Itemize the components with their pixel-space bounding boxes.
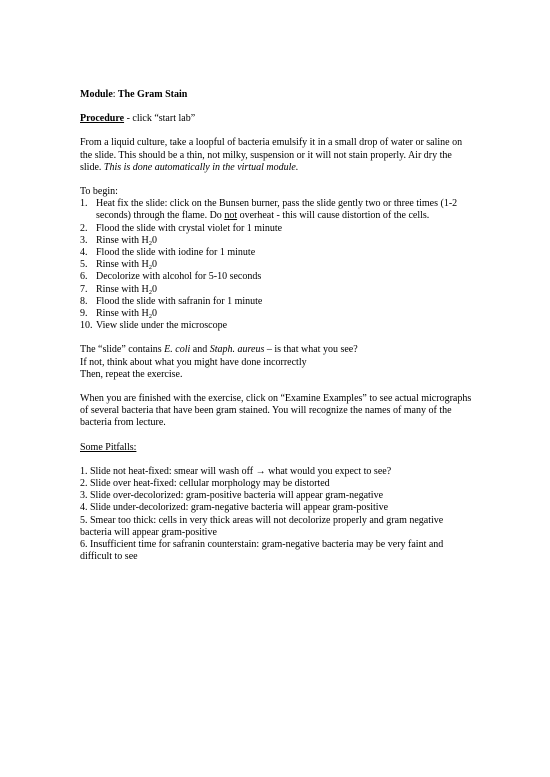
pitfall-item: 4. Slide under-decolorized: gram-negative bacteria will appear gram-positive — [80, 502, 389, 514]
step-text: 0 — [152, 308, 158, 320]
subscript: 2 — [148, 264, 153, 272]
slide-note-line-2: If not, think about what you might have done incorrectly — [80, 356, 307, 368]
step-1 — [80, 198, 472, 222]
subscript: 2 — [148, 313, 153, 321]
step-2 — [80, 223, 472, 235]
step-number: 1. — [80, 198, 88, 210]
pitfall-item: 1. Slide not heat-fixed: smear will wash off → what would you expect to see? — [80, 465, 392, 477]
step-9 — [80, 308, 472, 320]
step-number: 9. — [80, 308, 88, 320]
step-number: 8. — [80, 295, 88, 307]
slide-note-text: and — [190, 344, 210, 356]
pitfall-item: 6. Insufficient time for safranin counterstain: gram-negative bacteria may be very faint and difficult to see — [80, 539, 444, 563]
step-number: 5. — [80, 259, 88, 271]
pitfalls-heading: Some Pitfalls: — [80, 441, 137, 453]
subscript: 2 — [148, 239, 153, 247]
slide-note-line-3: Then, repeat the exercise. — [80, 368, 183, 380]
examples-paragraph: When you are finished with the exercise, click on “Examine Examples” to see actual micrographs of several bacteria that have been gram stained. You will recognize the names of many of the bacteria from lecture. — [80, 393, 472, 429]
procedure-line — [80, 113, 472, 125]
step-text: Rinse with H — [96, 234, 149, 246]
step-text: Rinse with H — [96, 283, 149, 295]
procedure-suffix: - click “start lab” — [124, 113, 196, 125]
organism-name: Staph. aureus — [209, 344, 265, 356]
step-number: 3. — [80, 234, 88, 246]
procedure-steps — [80, 198, 472, 332]
step-number: 10. — [80, 320, 93, 332]
step-text: Flood the slide with iodine for 1 minute — [96, 247, 256, 259]
step-number: 2. — [80, 222, 88, 234]
intro-paragraph — [80, 137, 472, 174]
step-text: Flood the slide with safranin for 1 minute — [96, 295, 263, 307]
document-body — [80, 89, 472, 564]
step-number: 7. — [80, 283, 88, 295]
step-emphasis: not — [224, 210, 238, 222]
begin-label: To begin: — [80, 186, 118, 198]
step-text: overheat - this will cause distortion of the cells. — [237, 210, 430, 222]
step-6 — [80, 271, 472, 283]
intro-text: From a liquid culture, take a loopful of bacteria emulsify it in a small drop of water or saline on the slide. This should be a thin, not milky, suspension or it will not stain properly. Air dry the slide. — [80, 137, 463, 173]
step-text: Rinse with H — [96, 308, 149, 320]
step-text: Rinse with H — [96, 259, 149, 271]
step-text: Heat fix the slide: click on the Bunsen burner, pass the slide gently two or three times (1-2 seconds) through the flame. Do — [96, 198, 458, 222]
module-title — [80, 89, 472, 101]
step-7 — [80, 284, 472, 296]
step-4 — [80, 247, 472, 259]
step-text: View slide under the microscope — [96, 320, 228, 332]
step-5 — [80, 259, 472, 271]
pitfall-item: 5. Smear too thick: cells in very thick areas will not decolorize properly and gram negative bacteria will appear gram-positive — [80, 514, 444, 538]
slide-note-text: – is that what you see? — [264, 344, 358, 356]
step-text: 0 — [152, 234, 158, 246]
pitfall-item: 2. Slide over heat-fixed: cellular morphology may be distorted — [80, 478, 330, 490]
slide-note-text: The “slide” contains — [80, 344, 165, 356]
step-text: Decolorize with alcohol for 5-10 seconds — [96, 271, 262, 283]
procedure-heading: Procedure — [80, 113, 125, 125]
step-text: 0 — [152, 283, 158, 295]
module-colon: : — [112, 89, 116, 100]
step-10 — [80, 320, 472, 332]
organism-name: E. coli — [164, 344, 191, 356]
step-number: 6. — [80, 271, 88, 283]
module-title-text: The Gram Stain — [115, 89, 188, 100]
intro-italic: This is done automatically in the virtual module. — [103, 161, 299, 173]
pitfall-item: 3. Slide over-decolorized: gram-positive bacteria will appear gram-negative — [80, 490, 384, 502]
subscript: 2 — [148, 288, 153, 296]
step-8 — [80, 296, 472, 308]
step-text: Flood the slide with crystal violet for 1 minute — [96, 222, 283, 234]
step-text: 0 — [152, 259, 158, 271]
module-label: Module — [80, 89, 113, 100]
step-3 — [80, 235, 472, 247]
step-number: 4. — [80, 247, 88, 259]
slide-note-line-1 — [80, 344, 472, 356]
